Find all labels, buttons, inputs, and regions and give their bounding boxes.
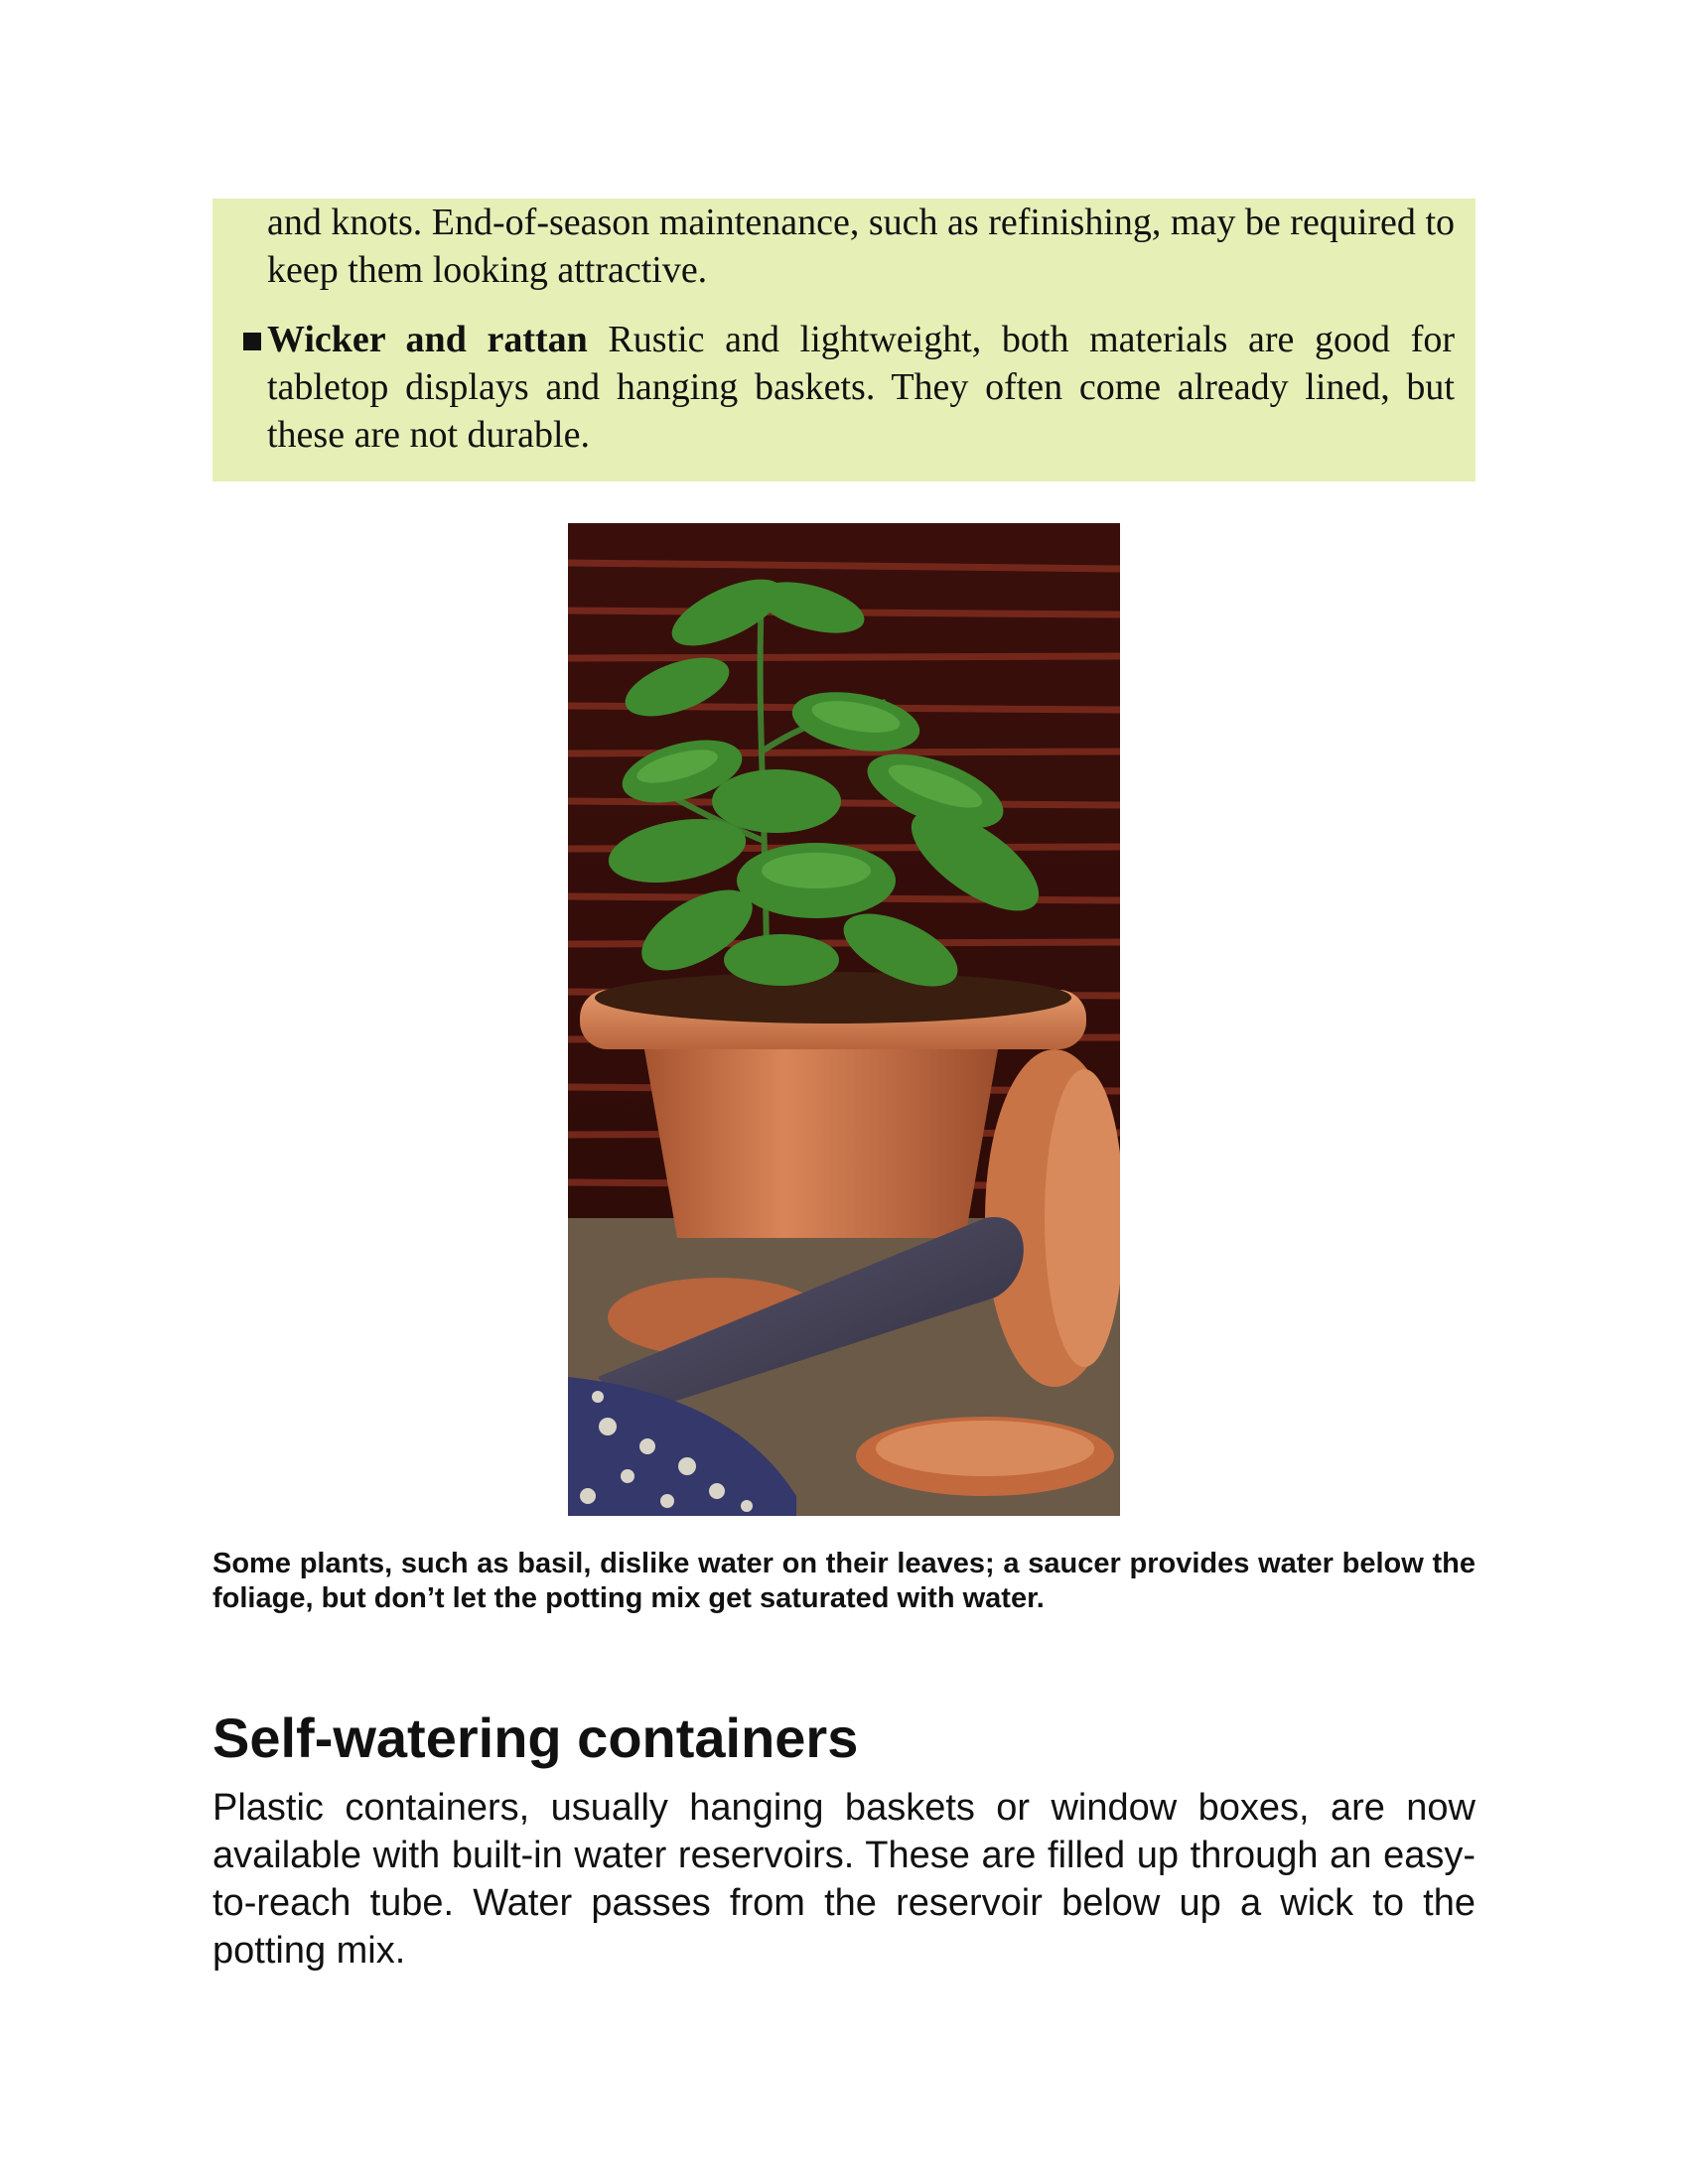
bullet-item-wicker-rattan — [267, 316, 1455, 459]
bullet-text: Rustic and lightweight, both materials are good for tabletop displays and hanging baskets. They often come already lined, but these are not durable. — [267, 319, 1455, 456]
bullet-term: Wicker and rattan — [267, 319, 588, 360]
square-bullet-icon — [243, 333, 261, 350]
basil-pot-photo — [568, 523, 1120, 1516]
sidebar-continuation-text: and knots. End-of-season maintenance, such as refinishing, may be required to keep them looking attractive. — [267, 202, 1455, 291]
figure-caption: Some plants, such as basil, dislike water on their leaves; a saucer provides water below the foliage, but don’t let the potting mix get saturated with water. — [212, 1548, 1476, 1614]
body-paragraph: Plastic containers, usually hanging baskets or window boxes, are now available with built-in water reservoirs. These are filled up through an easy-to-reach tube. Water passes from the reservoir below up a wick to the potting mix. — [212, 1787, 1476, 1972]
section-heading: Self-watering containers — [212, 1706, 859, 1769]
